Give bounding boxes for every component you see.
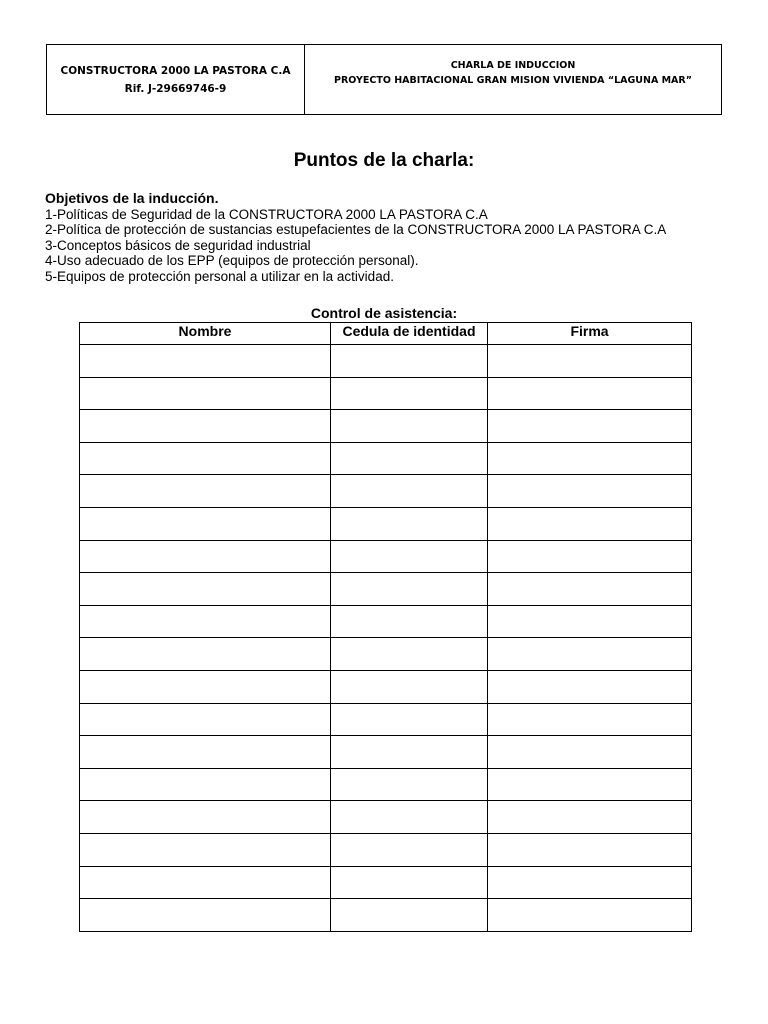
table-row [80,833,692,866]
talk-title: CHARLA DE INDUCCION [450,59,576,71]
firma-cell [488,670,692,703]
firma-cell [488,703,692,736]
objectives-heading: Objetivos de la inducción. [45,190,219,206]
firma-cell [488,638,692,671]
firma-cell [488,377,692,410]
cedula-cell [331,703,488,736]
firma-cell [488,345,692,378]
nombre-cell [80,605,331,638]
table-row [80,866,692,899]
attendance-title: Control de asistencia: [310,305,458,321]
nombre-cell [80,768,331,801]
cedula-cell [331,410,488,443]
table-row [80,475,692,508]
table-row [80,345,692,378]
firma-cell [488,475,692,508]
nombre-cell [80,670,331,703]
objective-item-3: 3-Conceptos básicos de seguridad industrial [45,237,311,253]
table-row [80,736,692,769]
table-row [80,377,692,410]
nombre-cell [80,377,331,410]
firma-cell [488,899,692,932]
nombre-cell [80,410,331,443]
cedula-cell [331,768,488,801]
table-row [80,703,692,736]
table-row [80,638,692,671]
cedula-cell [331,540,488,573]
objective-item-1: 1-Políticas de Seguridad de la CONSTRUCTORA 2000 LA PASTORA C.A [45,206,488,222]
objective-item-2: 2-Política de protección de sustancias estupefacientes de la CONSTRUCTORA 2000 LA PASTORA C.A [45,222,667,238]
document-header [46,44,722,115]
nombre-cell [80,833,331,866]
firma-cell [488,410,692,443]
table-row [80,540,692,573]
table-row [80,573,692,606]
attendance-table [79,322,692,932]
cedula-cell [331,866,488,899]
firma-cell [488,801,692,834]
talk-info [305,45,721,114]
table-row [80,899,692,932]
nombre-cell [80,736,331,769]
objective-item-4: 4-Uso adecuado de los EPP (equipos de protección personal). [45,253,419,269]
firma-cell [488,866,692,899]
cedula-cell [331,899,488,932]
table-row [80,768,692,801]
objective-item-5: 5-Equipos de protección personal a utilizar en la actividad. [45,268,394,284]
firma-cell [488,442,692,475]
table-row [80,605,692,638]
firma-cell [488,507,692,540]
table-row [80,670,692,703]
firma-cell [488,573,692,606]
cedula-cell [331,833,488,866]
firma-cell [488,736,692,769]
cedula-cell [331,736,488,769]
cedula-cell [331,507,488,540]
cedula-cell [331,801,488,834]
firma-cell [488,605,692,638]
column-header-cedula: Cedula de identidad [331,323,488,345]
project-name: PROYECTO HABITACIONAL GRAN MISION VIVIENDA “LAGUNA MAR” [334,74,692,86]
cedula-cell [331,377,488,410]
nombre-cell [80,507,331,540]
nombre-cell [80,801,331,834]
cedula-cell [331,475,488,508]
firma-cell [488,768,692,801]
company-name: CONSTRUCTORA 2000 LA PASTORA C.A [60,64,291,77]
firma-cell [488,540,692,573]
nombre-cell [80,540,331,573]
company-info [47,45,305,114]
objectives-section [45,191,666,285]
nombre-cell [80,573,331,606]
attendance-header-row [80,323,692,345]
company-rif: Rif. J-29669746-9 [124,82,227,95]
column-header-nombre: Nombre [80,323,331,345]
firma-cell [488,833,692,866]
nombre-cell [80,442,331,475]
cedula-cell [331,573,488,606]
table-row [80,507,692,540]
cedula-cell [331,605,488,638]
cedula-cell [331,345,488,378]
nombre-cell [80,638,331,671]
cedula-cell [331,638,488,671]
nombre-cell [80,345,331,378]
page-title: Puntos de la charla: [293,150,475,171]
nombre-cell [80,475,331,508]
nombre-cell [80,866,331,899]
table-row [80,442,692,475]
cedula-cell [331,442,488,475]
attendance-rows [80,345,692,932]
table-row [80,410,692,443]
column-header-firma: Firma [488,323,692,345]
nombre-cell [80,899,331,932]
nombre-cell [80,703,331,736]
cedula-cell [331,670,488,703]
table-row [80,801,692,834]
